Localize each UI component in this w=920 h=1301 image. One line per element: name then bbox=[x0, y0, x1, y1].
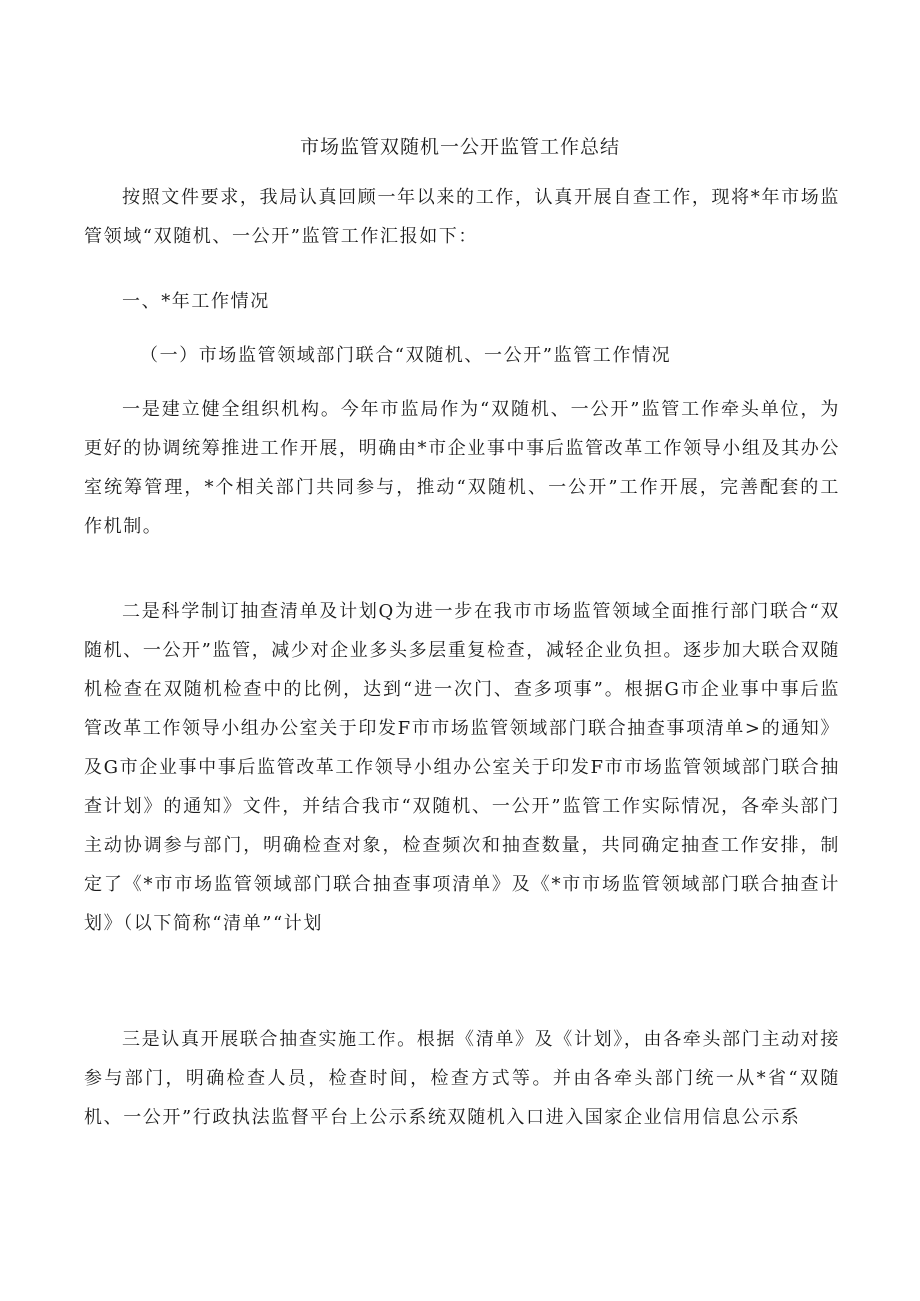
subsection-heading: （一）市场监管领域部门联合“双随机、一公开”监管工作情况 bbox=[140, 345, 672, 366]
paragraph-organization: 一是建立健全组织机构。今年市监局作为“双随机、一公开”监管工作牵头单位，为更好的协调统筹推进工作开展，明确由*市企业事中事后监管改革工作领导小组及其办公室统筹管理，*个相关部门共同参与，推动“双随机、一公开”工作开展，完善配套的工作机制。 bbox=[84, 399, 840, 537]
paragraph-implementation: 三是认真开展联合抽查实施工作。根据《清单》及《计划》，由各牵头部门主动对接参与部门，明确检查人员，检查时间，检查方式等。并由各牵头部门统一从*省“双随机、一公开”行政执法监督平台上公示系统双随机入口进入国家企业信用信息公示系 bbox=[84, 1029, 840, 1128]
section-heading: 一、*年工作情况 bbox=[122, 291, 270, 312]
document-title: 市场监管双随机一公开监管工作总结 bbox=[299, 136, 620, 158]
paragraph-checklist-plan: 二是科学制订抽查清单及计划Q为进一步在我市市场监管领域全面推行部门联合“双随机、一公开”监管，减少对企业多头多层重复检查，减轻企业负担。逐步加大联合双随机检查在双随机检查中的比例，达到“进一次门、查多项事”。根据G市企业事中事后监管改革工作领导小组办公室关于印发F市市场监管领域部门联合抽查事项清单>的通知》及G市企业事中事后监管改革工作领导小组办公室关于印发F市市场监管领域部门联合抽查计划》的通知》文件，并结合我市“双随机、一公开”监管工作实际情况，各牵头部门主动协调参与部门，明确检查对象，检查频次和抽查数量，共同确定抽查工作安排，制定了《*市市场监管领域部门联合抽查事项清单》及《*市市场监管领域部门联合抽查计划》（以下简称“清单”“计划 bbox=[84, 601, 840, 934]
paragraph-intro: 按照文件要求，我局认真回顾一年以来的工作，认真开展自查工作，现将*年市场监管领域“双随机、一公开”监管工作汇报如下： bbox=[84, 187, 840, 247]
